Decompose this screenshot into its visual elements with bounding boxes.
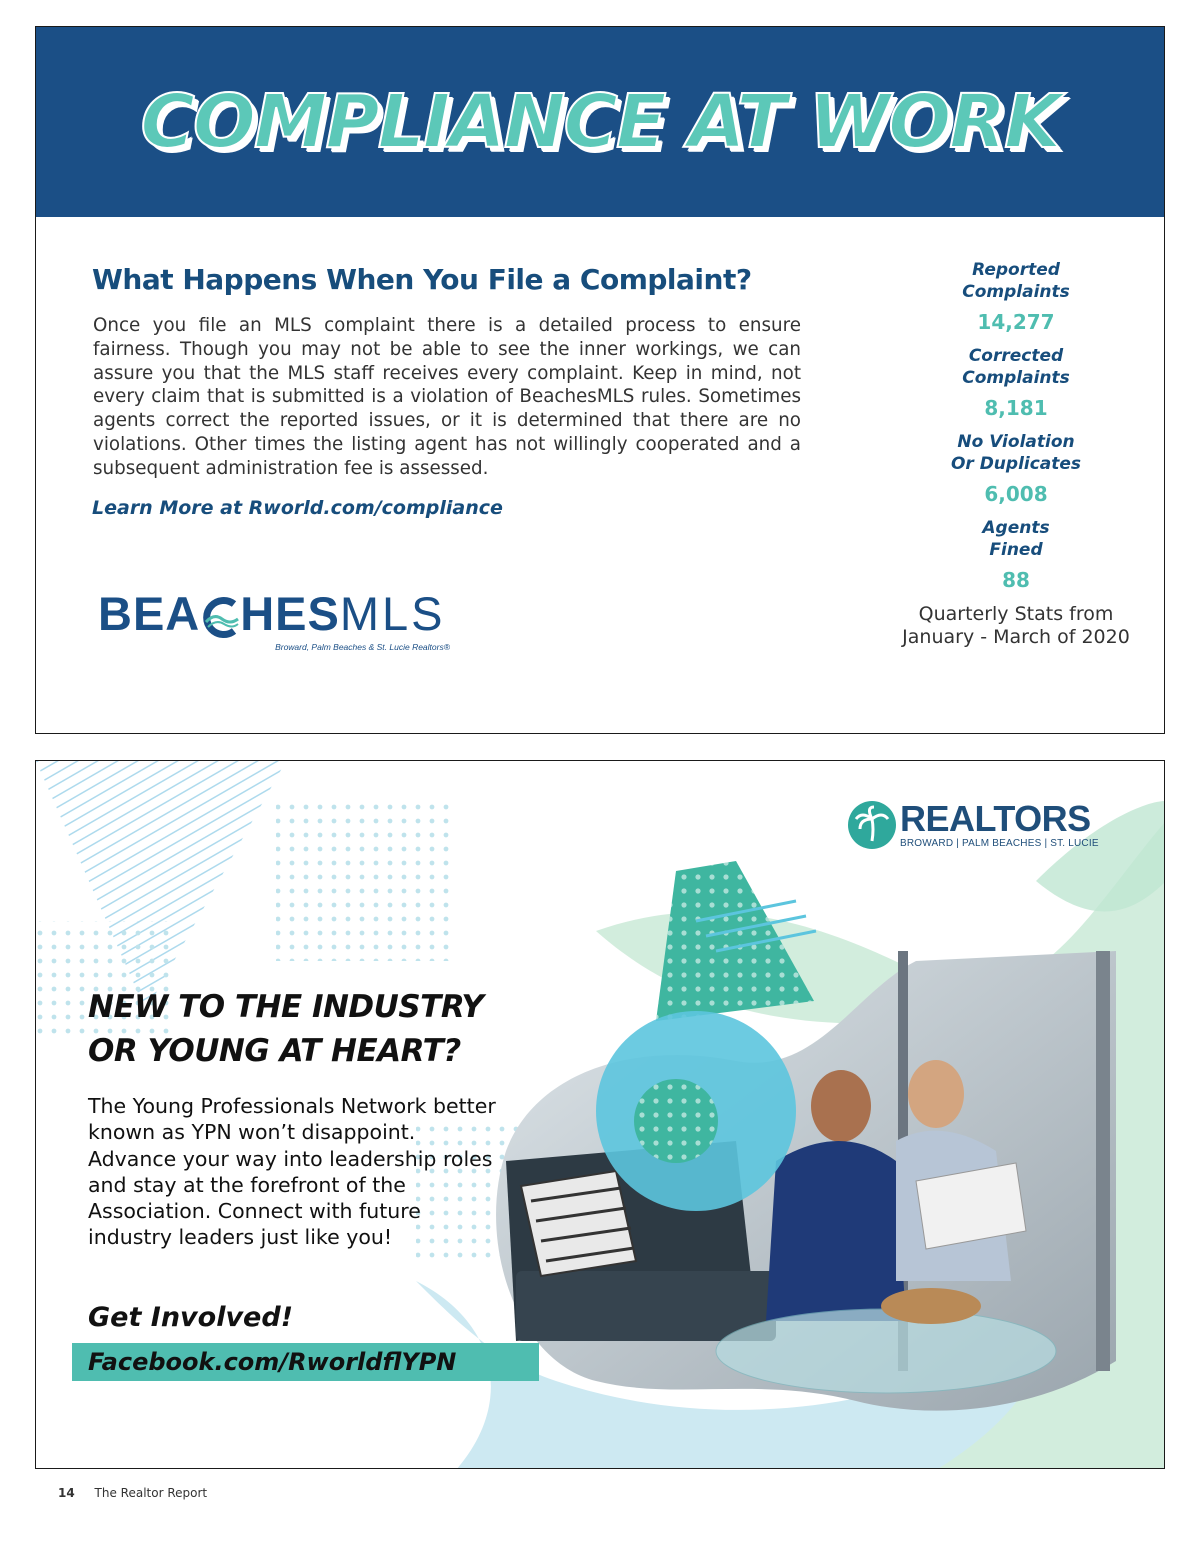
- stat-label: Fined: [989, 540, 1043, 560]
- realtors-logo: [848, 798, 1099, 849]
- complaint-heading: What Happens When You File a Complaint?: [92, 263, 752, 296]
- ypn-ad-panel: [35, 760, 1165, 1469]
- stat-value: 8,181: [984, 396, 1048, 420]
- banner-title: COMPLIANCE AT WORK: [140, 79, 1060, 165]
- stat-no-violation: [881, 431, 1151, 509]
- logo-text-mls: MLS: [339, 587, 446, 640]
- page-number: 14: [58, 1486, 75, 1500]
- learn-more-link[interactable]: Learn More at Rworld.com/compliance: [92, 497, 503, 519]
- stat-label: Reported: [972, 260, 1060, 280]
- person-head: [811, 1070, 871, 1142]
- dot-pattern: [276, 801, 456, 961]
- wave-c-icon: [200, 595, 240, 639]
- get-involved-cta: Get Involved!: [88, 1302, 294, 1333]
- facebook-link[interactable]: Facebook.com/RworldflYPN: [88, 1348, 457, 1376]
- publication-name: The Realtor Report: [94, 1486, 208, 1500]
- page-footer: [58, 1486, 207, 1500]
- realtors-logo-sub: BROWARD | PALM BEACHES | ST. LUCIE: [900, 838, 1099, 849]
- stat-label: No Violation: [957, 432, 1075, 452]
- stats-note-line: Quarterly Stats from: [918, 603, 1114, 625]
- stat-label: Corrected: [968, 346, 1064, 366]
- stat-value: 6,008: [984, 482, 1048, 506]
- circle-dots: [634, 1079, 718, 1163]
- stat-corrected: [881, 345, 1151, 423]
- stats-note: [881, 603, 1151, 649]
- ypn-headline-line: NEW TO THE INDUSTRY: [88, 989, 484, 1025]
- logo-text-bea: BEA: [98, 587, 201, 640]
- logo-text-hes: HES: [240, 587, 340, 640]
- glass-table: [716, 1309, 1056, 1393]
- ypn-headline-line: OR YOUNG AT HEART?: [88, 1033, 461, 1069]
- compliance-panel: [35, 26, 1165, 734]
- stat-label: Agents: [982, 518, 1050, 538]
- compliance-banner: [36, 27, 1164, 217]
- realtors-logo-name: REALTORS: [900, 798, 1091, 839]
- wood-bowl: [881, 1288, 981, 1324]
- pillow: [521, 1171, 636, 1276]
- stat-label: Or Duplicates: [950, 454, 1082, 474]
- complaint-body: Once you file an MLS complaint there is a detailed process to ensure fairness. Though you may not be able to see the inner workings, we can assure you that the MLS staff receives every complaint. Keep in mind, not every claim that is submitted is a violation of BeachesMLS rules. Sometimes agents correct the reported issues, or it is determined that there are no violations. Other times the listing agent has not willingly cooperated and a subsequent administration fee is assessed.: [93, 315, 801, 479]
- ypn-headline: [88, 985, 483, 1073]
- person-suit: [766, 1141, 906, 1321]
- stat-value: 14,277: [977, 310, 1055, 334]
- stat-label: Complaints: [962, 368, 1070, 388]
- person-head: [908, 1060, 964, 1128]
- stat-reported: [881, 259, 1151, 337]
- stat-value: 88: [1002, 568, 1030, 592]
- stats-note-line: January - March of 2020: [902, 626, 1130, 648]
- ypn-body: The Young Professionals Network better known as YPN won’t disappoint. Advance your way into leadership roles and stay at the forefront of the Association. Connect with future industry leaders just like you!: [88, 1094, 496, 1250]
- logo-tagline: Broward, Palm Beaches & St. Lucie Realtors®: [275, 642, 450, 652]
- beaches-mls-logo: [98, 589, 458, 659]
- stats-column: [881, 259, 1151, 649]
- window-frame: [1096, 951, 1110, 1371]
- stat-fined: [881, 517, 1151, 595]
- palm-tree-icon: [848, 801, 896, 849]
- stat-label: Complaints: [962, 282, 1070, 302]
